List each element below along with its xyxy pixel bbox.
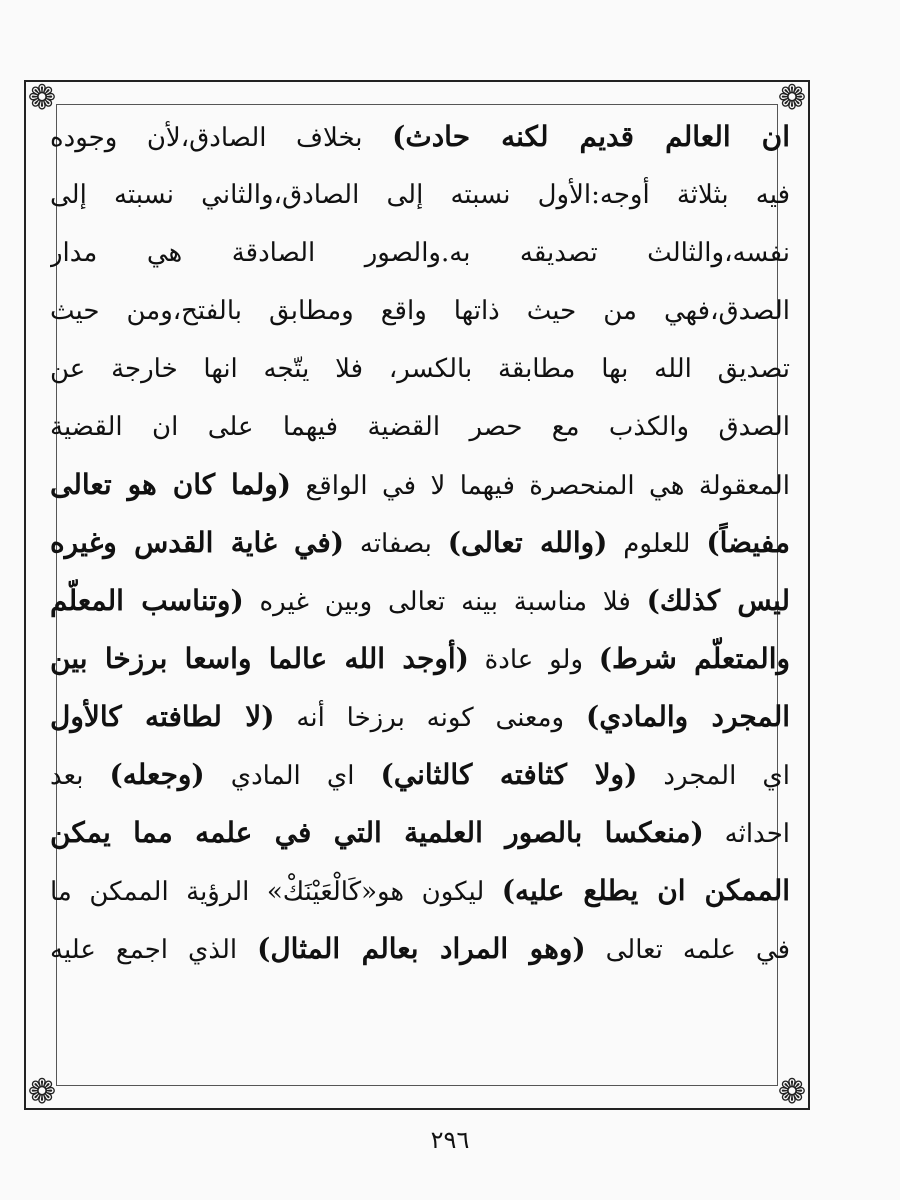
text-line [50, 630, 790, 688]
text-line [50, 862, 790, 920]
commentary-text: الصدق والكذب مع حصر القضية فيهما على ان القضية [50, 412, 790, 442]
text-line [50, 514, 790, 572]
commentary-text: بعد [50, 761, 110, 791]
commentary-text: نفسه،والثالث تصديقه به.والصور الصادقة هي مدار [50, 238, 790, 268]
page-body-text [50, 108, 790, 978]
text-line [50, 224, 790, 282]
bold-quoted-text: المجرد والمادي) [585, 700, 790, 733]
bold-quoted-text: (منعكسا بالصور العلمية التي في علمه مما يمكن [50, 816, 704, 849]
text-line [50, 572, 790, 630]
bold-quoted-text: ان العالم قديم لكنه حادث) [392, 120, 790, 153]
page-number: ٢٩٦ [430, 1126, 470, 1154]
bold-quoted-text: (ولما كان هو تعالى [50, 468, 292, 501]
floral-corner-icon: ❁ [777, 1072, 807, 1112]
floral-corner-icon: ❁ [27, 1072, 57, 1112]
bold-quoted-text: (وتناسب المعلّم [50, 584, 244, 617]
commentary-text: فلا مناسبة بينه تعالى وبين غيره [243, 587, 647, 617]
commentary-text: فيه بثلاثة أوجه:الأول نسبته إلى الصادق،والثاني نسبته إلى [50, 180, 790, 210]
bold-quoted-text: (وجعله) [109, 758, 205, 791]
commentary-text: اي المجرد [637, 761, 790, 791]
floral-corner-icon: ❁ [777, 78, 807, 118]
bold-quoted-text: (والله تعالى) [447, 526, 608, 559]
floral-corner-icon: ❁ [27, 78, 57, 118]
text-line [50, 804, 790, 862]
text-line [50, 166, 790, 224]
commentary-text: بصفاته [344, 529, 448, 559]
bold-quoted-text: ليس كذلك) [646, 584, 790, 617]
commentary-text: ومعنى كونه برزخا أنه [274, 703, 586, 733]
commentary-text: المعقولة هي المنحصرة فيهما لا في الواقع [291, 471, 790, 501]
bold-quoted-text: الممكن ان يطلع عليه) [501, 874, 790, 907]
bold-quoted-text: (لا لطافته كالأول [50, 700, 275, 733]
bold-quoted-text: (أوجد الله عالما واسعا برزخا بين [50, 642, 469, 675]
text-line [50, 746, 790, 804]
bold-quoted-text: والمتعلّم شرط) [598, 642, 790, 675]
commentary-text: اي المادي [204, 761, 381, 791]
commentary-text: احداثه [703, 819, 790, 849]
text-line [50, 340, 790, 398]
bold-quoted-text: مفيضاً) [706, 526, 790, 559]
bold-quoted-text: (في غاية القدس وغيره [50, 526, 345, 559]
commentary-text: بخلاف الصادق،لأن وجوده [50, 123, 393, 153]
text-line [50, 398, 790, 456]
text-line [50, 920, 790, 978]
commentary-text: للعلوم [607, 529, 707, 559]
text-line [50, 688, 790, 746]
commentary-text: في علمه تعالى [585, 935, 790, 965]
commentary-text: ليكون هو«كَالْعَيْنَكْ» الرؤية الممكن ما [50, 877, 502, 907]
text-line [50, 108, 790, 166]
commentary-text: ولو عادة [468, 645, 599, 675]
text-line [50, 282, 790, 340]
commentary-text: الذي اجمع عليه [50, 935, 258, 965]
bold-quoted-text: (وهو المراد بعالم المثال) [257, 932, 586, 965]
bold-quoted-text: (ولا كثافته كالثاني) [380, 758, 638, 791]
commentary-text: الصدق،فهي من حيث ذاتها واقع ومطابق بالفتح،ومن حيث [50, 296, 790, 326]
commentary-text: تصديق الله بها مطابقة بالكسر، فلا يتّجه انها خارجة عن [50, 354, 790, 384]
text-line [50, 456, 790, 514]
